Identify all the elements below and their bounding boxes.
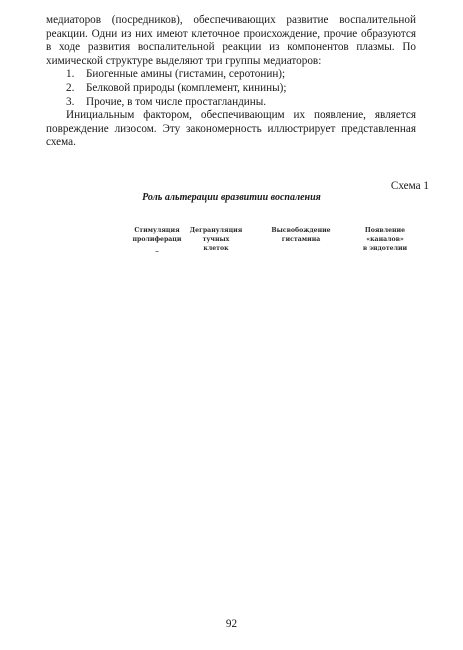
list-text: Биогенные амины (гистамин, серотонин); <box>86 68 286 81</box>
diagram-text: в эндотелии <box>362 245 408 252</box>
text-line: схема. <box>46 136 76 149</box>
paragraph-mediators-intro <box>46 14 416 68</box>
diagram-text: пролифераци <box>132 236 182 243</box>
diagram-box-histamine-release <box>264 226 338 244</box>
page-number: 92 <box>225 618 238 630</box>
list-item <box>46 68 416 82</box>
paragraph-initial-factor <box>46 109 416 150</box>
list-item <box>46 96 416 110</box>
mediator-groups-list <box>46 68 416 109</box>
diagram-text: «каналов» <box>366 236 404 243</box>
body-text <box>46 14 416 150</box>
list-number: 2. <box>66 81 75 94</box>
list-text: Белковой природы (комплемент, кинины); <box>86 81 287 94</box>
diagram-box-endothelial-channels <box>352 226 418 253</box>
diagram-text: клеток <box>203 245 229 252</box>
schema-title: Роль альтерации вразвитии воспаления <box>142 192 321 203</box>
diagram-text: Дегрануляция <box>189 227 243 234</box>
diagram-box-degranulation <box>185 226 247 253</box>
diagram-text: гистамина <box>281 236 321 243</box>
diagram-text: _ <box>155 245 159 252</box>
list-text: Прочие, в том числе простагландины. <box>86 95 267 108</box>
list-item <box>46 82 416 96</box>
diagram-text: тучных <box>202 236 230 243</box>
schema-label: Схема 1 <box>390 180 429 192</box>
text-line: Инициальным фактором, обеспечивающим их появление, является <box>66 109 416 122</box>
text-line: развития воспалительной реакции из компонентов плазмы. По химической <box>46 41 417 67</box>
diagram-text: Высвобождение <box>271 227 331 234</box>
text-line: повреждение лизосом. Эту закономерность иллюстрирует представленная <box>46 122 416 135</box>
text-line: структуре выделяют три группы медиаторов: <box>105 54 322 67</box>
diagram-text: Стимуляция <box>134 227 180 234</box>
diagram-text: Появление <box>364 227 406 234</box>
list-number: 1. <box>66 68 75 81</box>
list-number: 3. <box>66 95 75 108</box>
text-line: медиаторов (посредников), обеспечивающих развитие воспалительной реакции. <box>46 14 416 40</box>
text-line: Одни из них имеют клеточное происхождение, прочие образуются в ходе <box>46 27 417 54</box>
diagram-box-stimulation <box>126 226 188 253</box>
